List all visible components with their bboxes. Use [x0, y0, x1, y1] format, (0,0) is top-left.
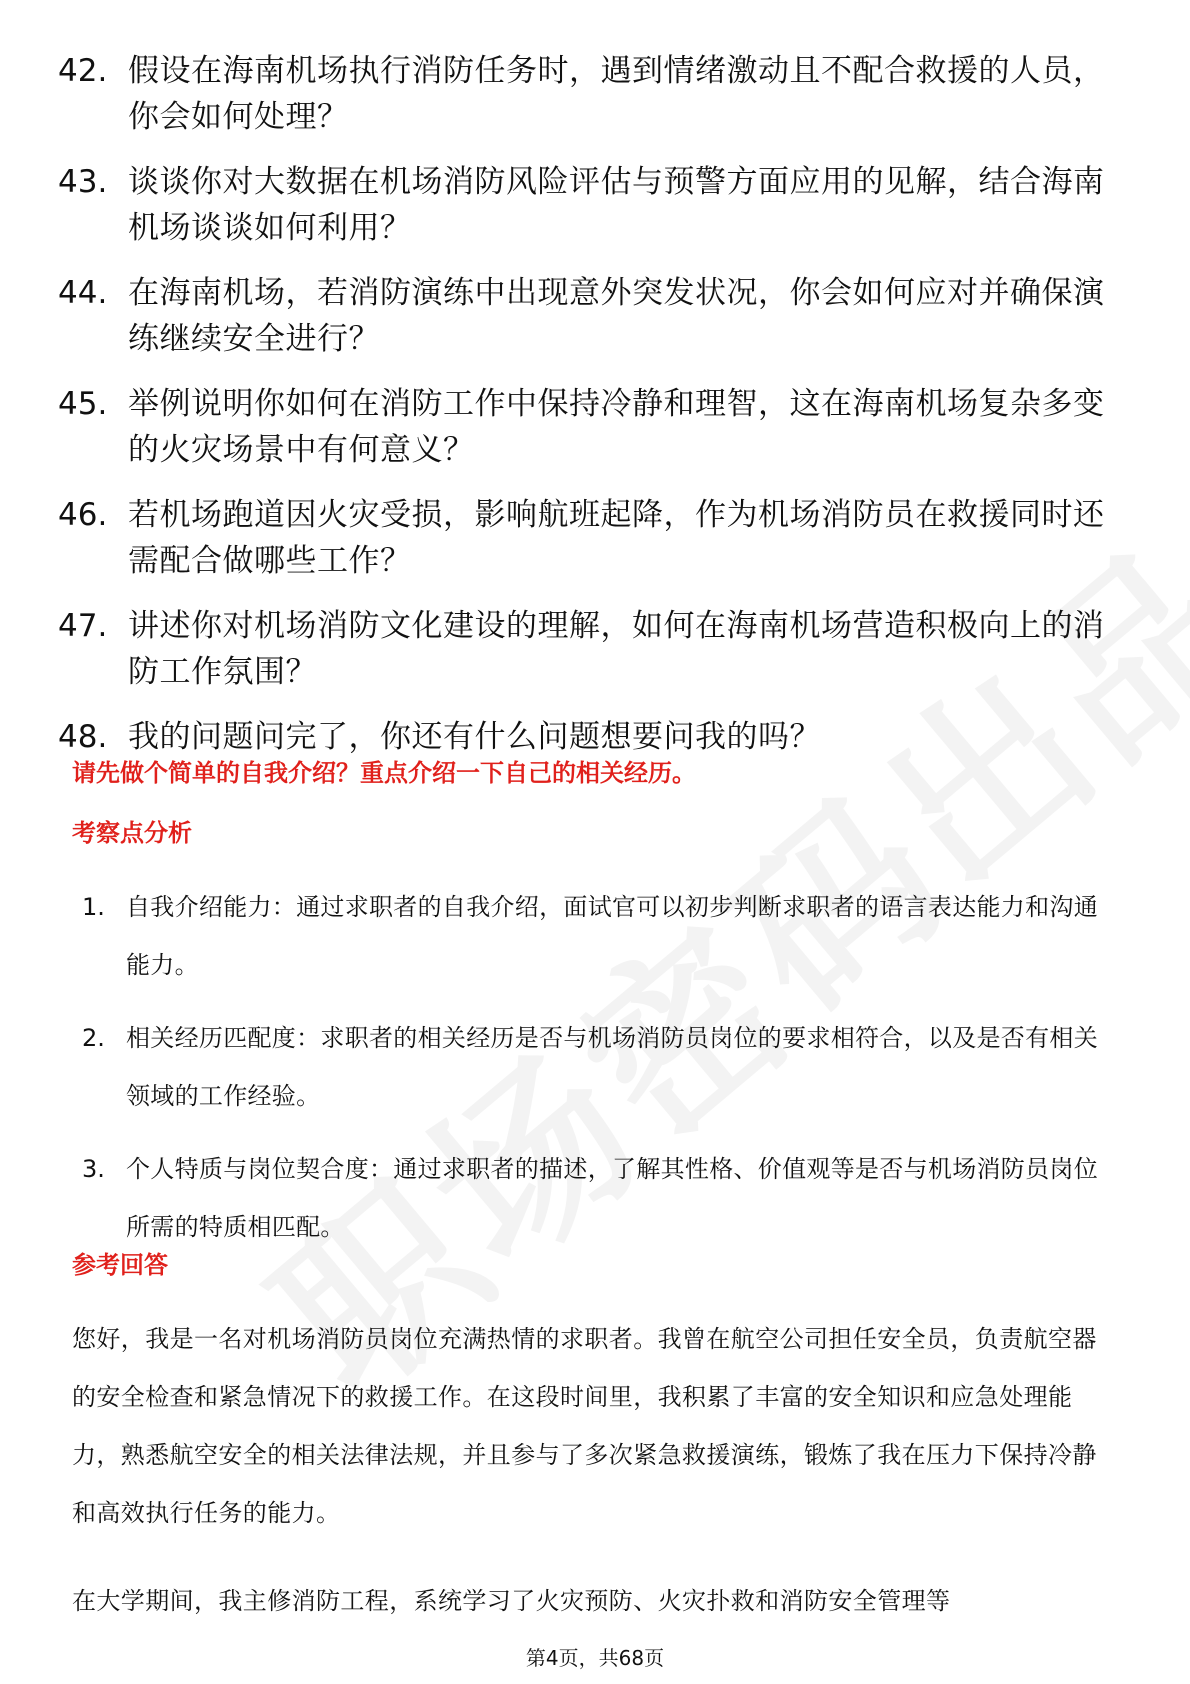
question-text: 举例说明你如何在消防工作中保持冷静和理智，这在海南机场复杂多变的火灾场景中有何意义？	[128, 386, 1105, 468]
question-item	[58, 48, 1128, 140]
section-question-heading: 请先做个简单的自我介绍？重点介绍一下自己的相关经历。	[72, 759, 696, 787]
analysis-number: 2.	[82, 1024, 105, 1052]
question-text: 在海南机场，若消防演练中出现意外突发状况，你会如何应对并确保演练继续安全进行？	[128, 275, 1105, 357]
question-number: 45.	[58, 386, 108, 422]
question-text: 讲述你对机场消防文化建设的理解，如何在海南机场营造积极向上的消防工作氛围？	[128, 608, 1105, 690]
analysis-list	[82, 878, 1122, 1271]
answer-heading: 参考回答	[72, 1251, 168, 1279]
analysis-text: 个人特质与岗位契合度：通过求职者的描述，了解其性格、价值观等是否与机场消防员岗位所需的特质相匹配。	[126, 1155, 1098, 1241]
analysis-item	[82, 878, 1122, 994]
analysis-heading: 考察点分析	[72, 819, 192, 847]
question-number: 44.	[58, 275, 108, 311]
page-footer: 第4页，共68页	[525, 1646, 665, 1670]
analysis-text: 相关经历匹配度：求职者的相关经历是否与机场消防员岗位的要求相符合，以及是否有相关领域的工作经验。	[126, 1024, 1098, 1110]
analysis-item	[82, 1009, 1122, 1125]
question-number: 47.	[58, 608, 108, 644]
question-number: 42.	[58, 53, 108, 89]
question-number: 48.	[58, 719, 108, 755]
question-text: 若机场跑道因火灾受损，影响航班起降，作为机场消防员在救援同时还需配合做哪些工作？	[128, 497, 1105, 579]
answer-paragraph: 在大学期间，我主修消防工程，系统学习了火灾预防、火灾扑救和消防安全管理等	[72, 1587, 951, 1615]
question-text: 谈谈你对大数据在机场消防风险评估与预警方面应用的见解，结合海南机场谈谈如何利用？	[128, 164, 1105, 246]
question-number: 43.	[58, 164, 108, 200]
question-item	[58, 159, 1128, 251]
question-item	[58, 270, 1128, 362]
question-item	[58, 381, 1128, 473]
answer-paragraph: 您好，我是一名对机场消防员岗位充满热情的求职者。我曾在航空公司担任安全员，负责航空器的安全检查和紧急情况下的救援工作。在这段时间里，我积累了丰富的安全知识和应急处理能力，熟悉航空安全的相关法律法规，并且参与了多次紧急救援演练，锻炼了我在压力下保持冷静和高效执行任务的能力。	[72, 1325, 1097, 1527]
analysis-text: 自我介绍能力：通过求职者的自我介绍，面试官可以初步判断求职者的语言表达能力和沟通能力。	[126, 893, 1098, 979]
question-item	[58, 714, 1128, 760]
question-text: 假设在海南机场执行消防任务时，遇到情绪激动且不配合救援的人员，你会如何处理？	[128, 53, 1105, 135]
analysis-number: 3.	[82, 1155, 105, 1183]
analysis-item	[82, 1140, 1122, 1256]
question-item	[58, 603, 1128, 695]
question-item	[58, 492, 1128, 584]
question-number: 46.	[58, 497, 108, 533]
question-text: 我的问题问完了，你还有什么问题想要问我的吗？	[128, 719, 821, 755]
question-list	[58, 48, 1128, 779]
analysis-number: 1.	[82, 893, 105, 921]
